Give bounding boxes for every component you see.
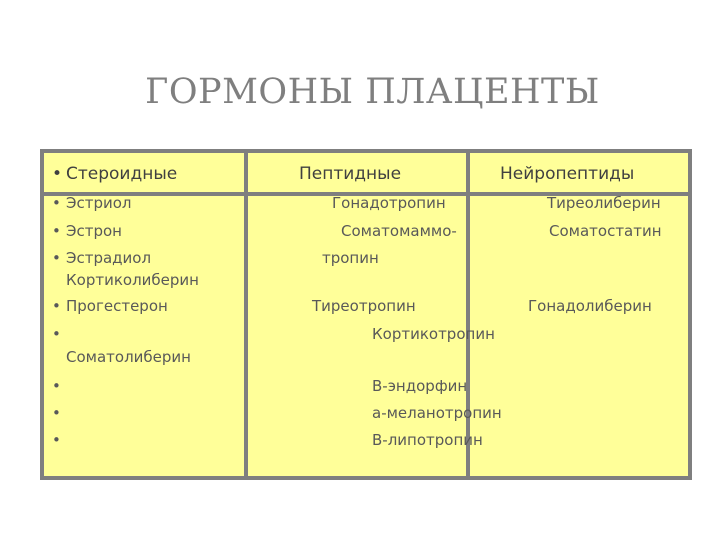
row-cell-neuropeptide: Соматостатин	[549, 222, 662, 240]
bullet: •	[52, 404, 61, 422]
row-cell-peptide: B-липотропин	[372, 431, 483, 449]
header-neuropeptide: Нейропептиды	[500, 164, 635, 184]
row-cell-steroid: Кортиколиберин	[66, 271, 199, 289]
row-cell-peptide: Соматомаммо-	[341, 222, 457, 240]
row-cell-peptide: B-эндорфин	[372, 377, 468, 395]
bullet: •	[52, 297, 61, 315]
row-cell-neuropeptide: Тиреолиберин	[547, 194, 661, 212]
row-cell-steroid: Соматолиберин	[66, 348, 191, 366]
row-cell-peptide: Гонадотропин	[332, 194, 446, 212]
row-cell-peptide: тропин	[322, 249, 379, 267]
bullet: •	[52, 249, 61, 267]
column-divider-1	[244, 149, 248, 480]
bullet: •	[52, 431, 61, 449]
row-cell-steroid: Эстриол	[66, 194, 132, 212]
header-steroid: Стероидные	[66, 164, 178, 184]
row-cell-steroid: Эстрон	[66, 222, 122, 240]
bullet: •	[52, 325, 61, 343]
bullet: •	[52, 194, 61, 212]
slide-title: ГОРМОНЫ ПЛАЦЕНТЫ	[145, 72, 600, 112]
row-cell-peptide: Тиреотропин	[312, 297, 416, 315]
row-cell-steroid: Прогестерон	[66, 297, 168, 315]
row-cell-neuropeptide: Гонадолиберин	[528, 297, 652, 315]
row-cell-peptide: a-меланотропин	[372, 404, 502, 422]
row-cell-peptide: Кортикотропин	[372, 325, 495, 343]
bullet: •	[52, 222, 61, 240]
bullet: •	[52, 377, 61, 395]
row-cell-steroid: Эстрадиол	[66, 249, 152, 267]
bullet: •	[52, 164, 63, 184]
header-peptide: Пептидные	[299, 164, 402, 184]
